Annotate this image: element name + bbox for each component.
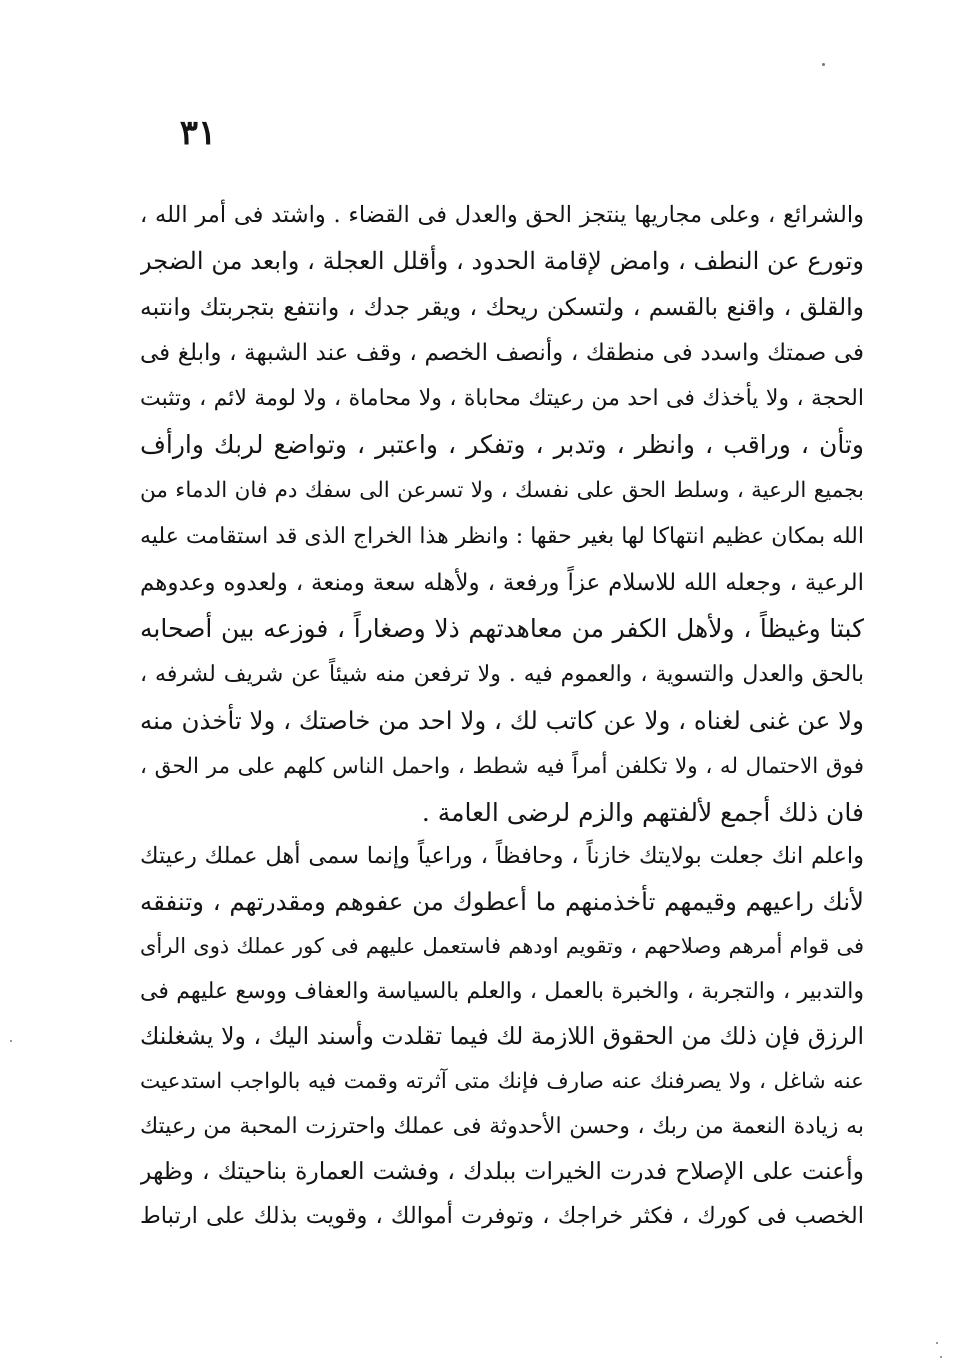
text-line: والقلق ، واقنع بالقسم ، ولتسكن ريحك ، ويقر جدك ، وانتفع بتجربتك وانتبه: [140, 293, 864, 321]
text-line: فى صمتك واسدد فى منطقك ، وأنصف الخصم ، وقف عند الشبهة ، وابلغ فى: [140, 340, 864, 366]
text-line: وتأن ، وراقب ، وانظر ، وتدبر ، وتفكر ، واعتبر ، وتواضع لربك وارأف: [140, 430, 864, 459]
scan-speck: [10, 1040, 12, 1042]
text-line: الخصب فى كورك ، فكثر خراجك ، وتوفرت أموالك ، وقويت بذلك على ارتباط: [140, 1203, 864, 1229]
text-line: فى قوام أمرهم وصلاحهم ، وتقويم اودهم فاستعمل عليهم فى كور عملك ذوى الرأى: [140, 934, 864, 958]
text-line: والتدبير ، والتجربة ، والخبرة بالعمل ، والعلم بالسياسة والعفاف ووسع عليهم فى: [140, 979, 864, 1004]
scan-speck: [936, 1342, 938, 1344]
text-line: الله بمكان عظيم انتهاكا لها بغير حقها : وانظر هذا الخراج الذى قد استقامت عليه: [140, 524, 864, 549]
text-line: كبتا وغيظاً ، ولأهل الكفر من معاهدتهم ذلا وصغاراً ، فوزعه بين أصحابه: [140, 614, 864, 643]
paragraph-1: [140, 192, 864, 836]
text-line: واعلم انك جعلت بولايتك خازناً ، وحافظاً ، وراعياً وإنما سمى أهل عملك رعيتك: [140, 843, 864, 869]
text-line: فان ذلك أجمع لألفتهم والزم لرضى العامة .: [421, 798, 864, 827]
text-line: الرعية ، وجعله الله للاسلام عزاً ورفعة ، ولأهله سعة ومنعة ، ولعدوه وعدوهم: [140, 570, 864, 596]
text-line: والشرائع ، وعلى مجاريها ينتجز الحق والعدل فى القضاء . واشتد فى أمر الله ،: [140, 202, 864, 228]
text-line: به زيادة النعمة من ربك ، وحسن الأحدوثة فى عملك واحترزت المحبة من رعيتك: [140, 1114, 864, 1139]
page-number: ٣١: [179, 113, 217, 153]
text-line: الرزق فإن ذلك من الحقوق اللازمة لك فيما تقلدت وأسند اليك ، ولا يشغلنك: [140, 1022, 864, 1050]
text-line: بالحق والعدل والتسوية ، والعموم فيه . ولا ترفعن منه شيئاً عن شريف لشرفه ،: [140, 662, 864, 687]
paragraph-2: [140, 834, 864, 1239]
text-line: عنه شاغل ، ولا يصرفنك عنه صارف فإنك متى آثرته وقمت فيه بالواجب استدعيت: [140, 1069, 864, 1094]
text-line: ولا عن غنى لغناه ، ولا عن كاتب لك ، ولا احد من خاصتك ، ولا تأخذن منه: [140, 706, 864, 735]
text-line: فوق الاحتمال له ، ولا تكلفن أمراً فيه شطط ، واحمل الناس كلهم على مر الحق ،: [140, 754, 864, 779]
text-line: بجميع الرعية ، وسلط الحق على نفسك ، ولا تسرعن الى سفك دم فان الدماء من: [140, 478, 864, 503]
text-line: الحجة ، ولا يأخذك فى احد من رعيتك محاباة ، ولا محاماة ، ولا لومة لائم ، وتثبت: [140, 386, 864, 411]
text-line: وتورع عن النطف ، وامض لإقامة الحدود ، وأقلل العجلة ، وابعد من الضجر: [140, 247, 864, 275]
text-line: وأعنت على الإصلاح فدرت الخيرات ببلدك ، وفشت العمارة بناحيتك ، وظهر: [140, 1157, 864, 1185]
text-line: لأنك راعيهم وقيمهم تأخذمنهم ما أعطوك من عفوهم ومقدرتهم ، وتنفقه: [140, 887, 864, 916]
scan-speck: [822, 63, 825, 66]
scan-speck: [940, 1356, 942, 1358]
